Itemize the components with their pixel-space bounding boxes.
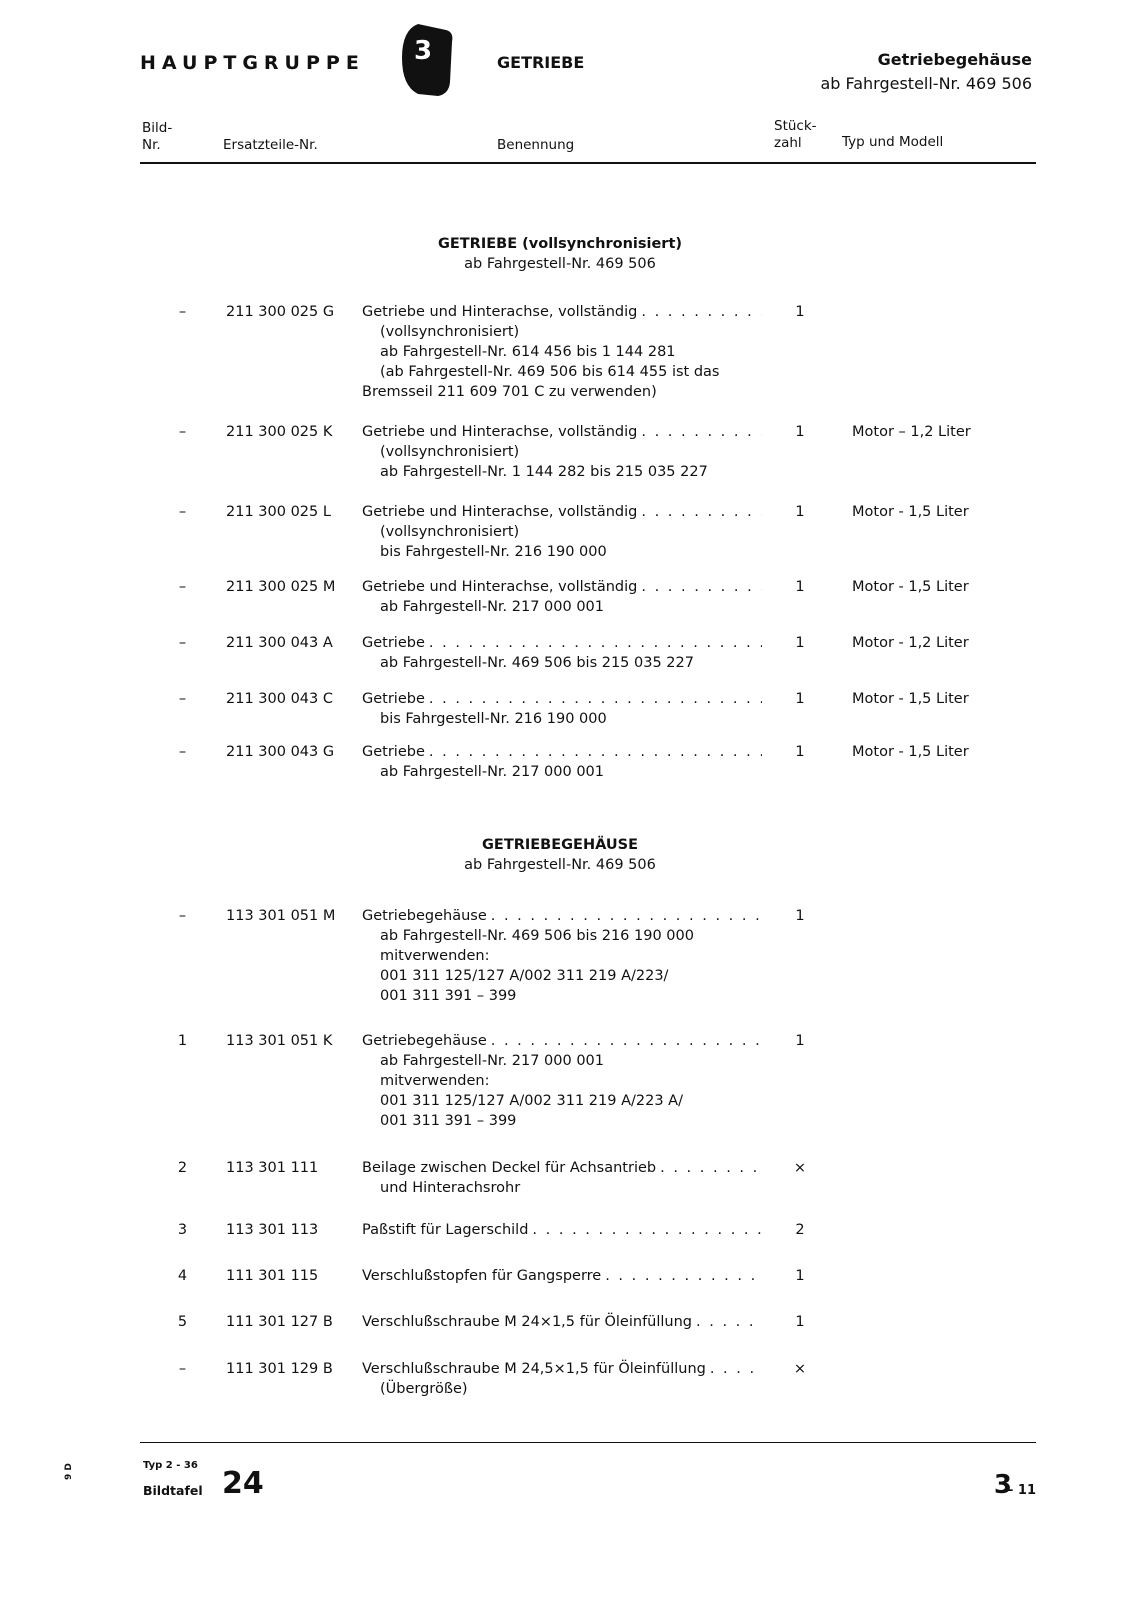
ersatzteil-nr: 211 300 025 K bbox=[226, 424, 333, 440]
leader-dots bbox=[491, 906, 762, 926]
ersatzteil-nr: 113 301 051 K bbox=[226, 1033, 333, 1049]
benennung-main bbox=[362, 302, 762, 322]
bild-nr: – bbox=[178, 691, 187, 707]
stueckzahl: 1 bbox=[795, 635, 805, 651]
leader-dots bbox=[491, 1031, 762, 1051]
leader-dots bbox=[641, 302, 762, 322]
benennung-detail: 001 311 125/127 A/002 311 219 A/223 A/ bbox=[380, 1093, 683, 1109]
bild-nr: – bbox=[178, 635, 187, 651]
benennung-detail: (vollsynchronisiert) bbox=[380, 324, 520, 340]
benennung-text: Getriebe und Hinterachse, vollständig bbox=[362, 579, 638, 595]
stueckzahl: × bbox=[793, 1361, 807, 1377]
benennung-text: Beilage zwischen Deckel für Achsantrieb bbox=[362, 1160, 657, 1176]
benennung-detail: ab Fahrgestell-Nr. 217 000 001 bbox=[380, 599, 605, 615]
benennung-text: Verschlußschraube M 24×1,5 für Öleinfüllung bbox=[362, 1314, 693, 1330]
stueckzahl: 1 bbox=[795, 908, 805, 924]
ersatzteil-nr: 211 300 043 A bbox=[226, 635, 333, 651]
page-number-minor: – 11 bbox=[1006, 1483, 1036, 1498]
benennung-detail: Bremsseil 211 609 701 C zu verwenden) bbox=[362, 384, 657, 400]
ersatzteil-nr: 211 300 025 L bbox=[226, 504, 331, 520]
col-ersatzteile-header: Ersatzteile-Nr. bbox=[223, 137, 318, 153]
typ-modell: Motor - 1,5 Liter bbox=[852, 579, 969, 595]
ersatzteil-nr: 113 301 111 bbox=[226, 1160, 319, 1176]
benennung-detail: (Übergröße) bbox=[380, 1381, 468, 1397]
bild-nr: – bbox=[178, 579, 187, 595]
benennung bbox=[362, 742, 762, 782]
benennung-detail: ab Fahrgestell-Nr. 217 000 001 bbox=[380, 764, 605, 780]
leader-dots bbox=[532, 1220, 762, 1240]
typ-label: Typ 2 - 36 bbox=[143, 1460, 198, 1471]
ersatzteil-nr: 211 300 043 C bbox=[226, 691, 333, 707]
benennung-main bbox=[362, 1158, 762, 1178]
benennung-text: Getriebegehäuse bbox=[362, 908, 487, 924]
col-bild-header bbox=[142, 120, 172, 154]
benennung-text: Getriebe und Hinterachse, vollständig bbox=[362, 424, 638, 440]
leader-dots bbox=[641, 502, 762, 522]
benennung-text: Paßstift für Lagerschild bbox=[362, 1222, 529, 1238]
benennung-main bbox=[362, 689, 762, 709]
section-title: GETRIEBE (vollsynchronisiert) bbox=[437, 236, 683, 252]
leader-dots bbox=[696, 1312, 762, 1332]
typ-modell: Motor - 1,5 Liter bbox=[852, 691, 969, 707]
ersatzteil-nr: 111 301 127 B bbox=[226, 1314, 333, 1330]
col-bild-line2: Nr. bbox=[142, 137, 161, 153]
benennung-text: Verschlußstopfen für Gangsperre bbox=[362, 1268, 602, 1284]
benennung bbox=[362, 1312, 762, 1332]
bild-nr: 3 bbox=[177, 1222, 188, 1238]
col-typ-header: Typ und Modell bbox=[842, 134, 944, 150]
leader-dots bbox=[605, 1266, 762, 1286]
stueckzahl: 2 bbox=[795, 1222, 805, 1238]
benennung bbox=[362, 906, 762, 1006]
benennung-main bbox=[362, 1266, 762, 1286]
benennung-detail: ab Fahrgestell-Nr. 1 144 282 bis 215 035 227 bbox=[380, 464, 708, 480]
col-stueck-header bbox=[774, 118, 817, 152]
benennung-detail: bis Fahrgestell-Nr. 216 190 000 bbox=[380, 711, 607, 727]
benennung-text: Getriebe und Hinterachse, vollständig bbox=[362, 504, 638, 520]
bild-nr: 2 bbox=[177, 1160, 188, 1176]
ersatzteil-nr: 111 301 129 B bbox=[226, 1361, 333, 1377]
header-subtitle: ab Fahrgestell-Nr. 469 506 bbox=[820, 74, 1032, 93]
benennung-text: Getriebe bbox=[362, 744, 425, 760]
typ-modell: Motor - 1,2 Liter bbox=[852, 635, 969, 651]
stueckzahl: 1 bbox=[795, 1033, 805, 1049]
leader-dots bbox=[429, 689, 762, 709]
stueckzahl: 1 bbox=[795, 579, 805, 595]
stueckzahl: 1 bbox=[795, 504, 805, 520]
ersatzteil-nr: 113 301 051 M bbox=[226, 908, 336, 924]
bild-nr: 5 bbox=[177, 1314, 188, 1330]
bild-nr: – bbox=[178, 304, 187, 320]
ersatzteil-nr: 113 301 113 bbox=[226, 1222, 319, 1238]
benennung-detail: mitverwenden: bbox=[380, 948, 490, 964]
section-title: GETRIEBEGEHÄUSE bbox=[482, 837, 638, 853]
benennung bbox=[362, 577, 762, 617]
benennung-text: Getriebegehäuse bbox=[362, 1033, 487, 1049]
benennung-main bbox=[362, 1220, 762, 1240]
benennung-detail: (ab Fahrgestell-Nr. 469 506 bis 614 455 ist das bbox=[380, 364, 720, 380]
section-label: GETRIEBE bbox=[497, 53, 585, 72]
benennung-detail: ab Fahrgestell-Nr. 217 000 001 bbox=[380, 1053, 605, 1069]
benennung bbox=[362, 422, 762, 482]
benennung-main bbox=[362, 422, 762, 442]
benennung-text: Getriebe bbox=[362, 691, 425, 707]
benennung-main bbox=[362, 1359, 762, 1379]
leader-dots bbox=[641, 577, 762, 597]
col-stueck-line1: Stück- bbox=[774, 118, 817, 134]
section-subtitle: ab Fahrgestell-Nr. 469 506 bbox=[464, 857, 656, 873]
bildtafel-number: 24 bbox=[222, 1466, 264, 1501]
stueckzahl: 1 bbox=[795, 691, 805, 707]
margin-mark: 9 D bbox=[64, 1463, 74, 1480]
bild-nr: – bbox=[178, 504, 187, 520]
benennung-detail: (vollsynchronisiert) bbox=[380, 524, 520, 540]
benennung-detail: 001 311 391 – 399 bbox=[380, 988, 517, 1004]
benennung bbox=[362, 302, 762, 402]
bild-nr: 1 bbox=[177, 1033, 188, 1049]
benennung-detail: ab Fahrgestell-Nr. 614 456 bis 1 144 281 bbox=[380, 344, 676, 360]
typ-modell: Motor - 1,5 Liter bbox=[852, 504, 969, 520]
benennung bbox=[362, 1220, 762, 1240]
section-subtitle: ab Fahrgestell-Nr. 469 506 bbox=[464, 256, 656, 272]
benennung-main bbox=[362, 1031, 762, 1051]
benennung bbox=[362, 1359, 762, 1399]
stueckzahl: 1 bbox=[795, 1314, 805, 1330]
leader-dots bbox=[660, 1158, 762, 1178]
ersatzteil-nr: 211 300 025 G bbox=[226, 304, 335, 320]
benennung-detail: (vollsynchronisiert) bbox=[380, 444, 520, 460]
benennung-detail: 001 311 125/127 A/002 311 219 A/223/ bbox=[380, 968, 669, 984]
col-benennung-header: Benennung bbox=[497, 137, 575, 153]
col-stueck-line2: zahl bbox=[774, 135, 802, 151]
benennung bbox=[362, 633, 762, 673]
header-title: Getriebegehäuse bbox=[877, 50, 1032, 69]
stueckzahl: × bbox=[793, 1160, 807, 1176]
col-bild-line1: Bild- bbox=[142, 120, 173, 136]
stueckzahl: 1 bbox=[795, 424, 805, 440]
benennung bbox=[362, 1266, 762, 1286]
ersatzteil-nr: 111 301 115 bbox=[226, 1268, 319, 1284]
benennung-text: Getriebe und Hinterachse, vollständig bbox=[362, 304, 638, 320]
footer-rule bbox=[140, 1442, 1036, 1443]
ersatzteil-nr: 211 300 025 M bbox=[226, 579, 336, 595]
bild-nr: 4 bbox=[177, 1268, 188, 1284]
bild-nr: – bbox=[178, 1361, 187, 1377]
leader-dots bbox=[429, 633, 762, 653]
benennung-detail: mitverwenden: bbox=[380, 1073, 490, 1089]
benennung bbox=[362, 689, 762, 729]
benennung bbox=[362, 502, 762, 562]
leader-dots bbox=[641, 422, 762, 442]
hauptgruppe-label: HAUPTGRUPPE bbox=[140, 52, 365, 74]
typ-modell: Motor – 1,2 Liter bbox=[852, 424, 971, 440]
benennung bbox=[362, 1158, 762, 1198]
ersatzteil-nr: 211 300 043 G bbox=[226, 744, 335, 760]
benennung-text: Getriebe bbox=[362, 635, 425, 651]
benennung-main bbox=[362, 1312, 762, 1332]
benennung-main bbox=[362, 742, 762, 762]
benennung-detail: ab Fahrgestell-Nr. 469 506 bis 216 190 000 bbox=[380, 928, 694, 944]
stueckzahl: 1 bbox=[795, 1268, 805, 1284]
leader-dots bbox=[710, 1359, 762, 1379]
benennung-main bbox=[362, 906, 762, 926]
typ-modell: Motor - 1,5 Liter bbox=[852, 744, 969, 760]
benennung-detail: ab Fahrgestell-Nr. 469 506 bis 215 035 227 bbox=[380, 655, 694, 671]
header-rule bbox=[140, 162, 1036, 164]
benennung-detail: 001 311 391 – 399 bbox=[380, 1113, 517, 1129]
stueckzahl: 1 bbox=[795, 744, 805, 760]
benennung-detail: und Hinterachsrohr bbox=[380, 1180, 521, 1196]
page-number-major: 3 bbox=[993, 1470, 1012, 1500]
group-number: 3 bbox=[413, 36, 433, 66]
bildtafel-label: Bildtafel bbox=[143, 1483, 203, 1498]
benennung-detail: bis Fahrgestell-Nr. 216 190 000 bbox=[380, 544, 607, 560]
benennung bbox=[362, 1031, 762, 1131]
benennung-main bbox=[362, 502, 762, 522]
leader-dots bbox=[429, 742, 762, 762]
bild-nr: – bbox=[178, 744, 187, 760]
bild-nr: – bbox=[178, 424, 187, 440]
stueckzahl: 1 bbox=[795, 304, 805, 320]
benennung-main bbox=[362, 577, 762, 597]
benennung-text: Verschlußschraube M 24,5×1,5 für Öleinfüllung bbox=[362, 1361, 706, 1377]
bild-nr: – bbox=[178, 908, 187, 924]
benennung-main bbox=[362, 633, 762, 653]
